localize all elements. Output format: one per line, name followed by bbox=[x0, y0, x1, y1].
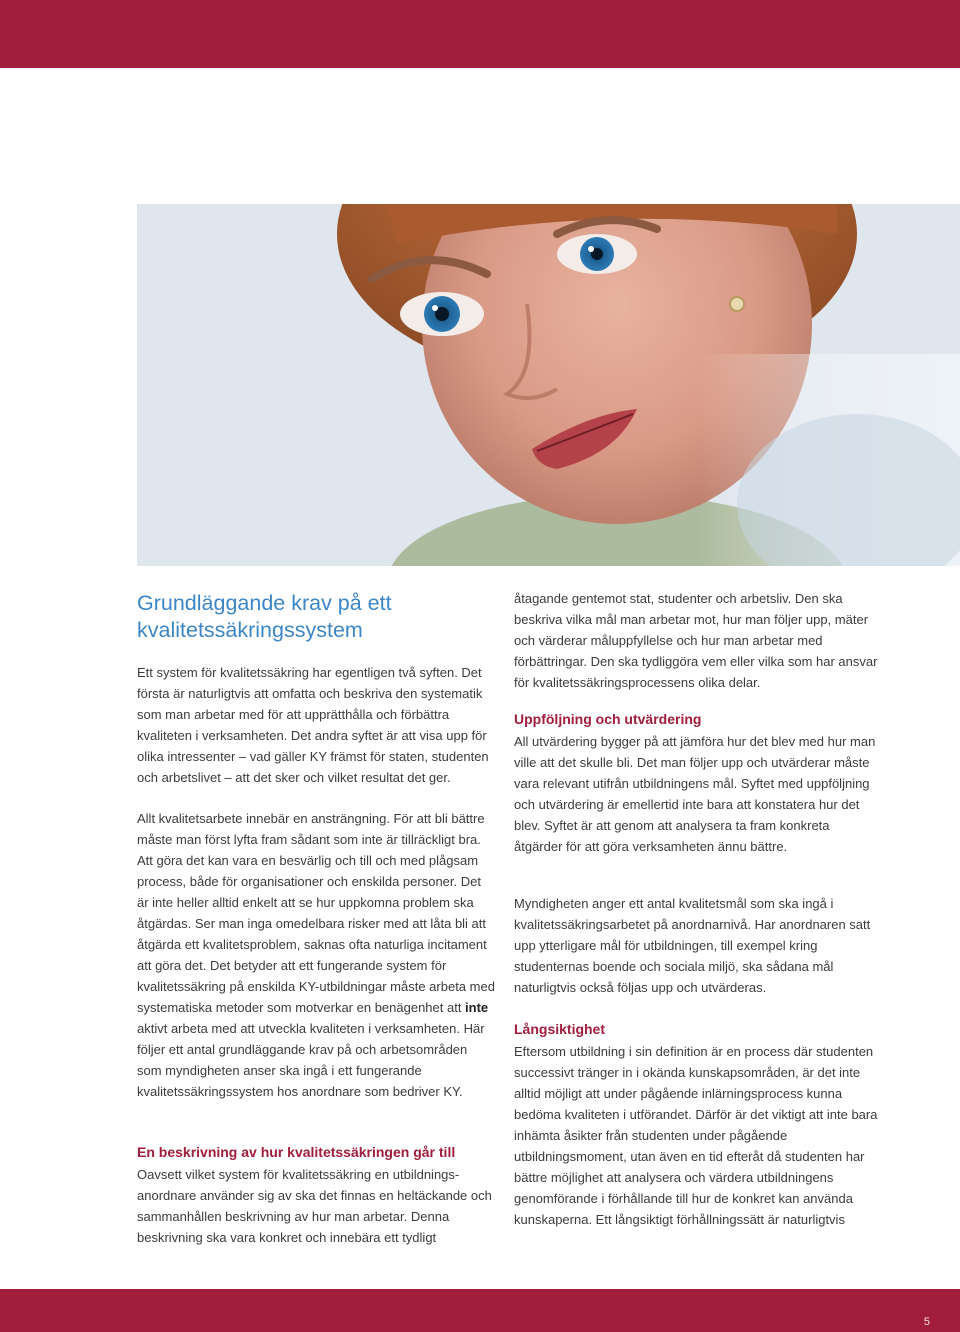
header-band bbox=[0, 0, 960, 68]
effort-text-bold: inte bbox=[465, 1000, 489, 1015]
section-heading-longterm: Långsiktighet bbox=[514, 1021, 606, 1037]
effort-text-a: Allt kvalitetsarbete innebär en ansträngning. För att bli bättre måste man först lyfta fram sådant som inte är tillräckligt bra. Att göra det kan vara en besvärlig och till och med plågsam process, både för organisationer och enskilda personer. Det är inte heller alltid enkelt att se hur uppkomna problem ska åtgärdas. Ser man inga omedelbara risker med att låta bli att åtgärda ett kvalitetsproblem, saknas ofta naturliga incitament att göra det. Det betyder att ett fungerande system för kvalitetssäkring på enskilda KY-utbildningar måste arbeta med systematiska metoder som motverkar en benägenhet att bbox=[137, 811, 495, 1015]
page-title: Grundläggande krav på ett kvalitetssäkringssystem bbox=[137, 591, 392, 642]
followup-paragraph: All utvärdering bygger på att jämföra hur det blev med hur man ville att det skulle bli. Det man följer upp och utvärderar måste vara relevant utifrån utbildningens mål. Syftet med uppföljning och utvärdering är emellertid inte bara att konstatera hur det blev. Syftet är att genom att analysera ta fram konkreta åtgärder för att göra verksamheten ännu bättre. bbox=[514, 734, 876, 854]
effort-text-b: aktivt arbeta med att utveckla kvaliteten i verksamheten. Här följer ett antal grundläggande krav på och arbetsområden som myndigheten anser ska ingå i ett fungerande kvalitetssäkringssystem hos anordnare som bedriver KY. bbox=[137, 1021, 485, 1099]
commitment-paragraph: åtagande gentemot stat, studenter och arbetsliv. Den ska beskriva vilka mål man arbetar mot, hur man följer upp, mäter och värderar måluppfyllelse och hur man arbetar med förbättringar. Den ska tydliggöra vem eller vilka som har ansvar för kvalitetssäkringsprocessens olika delar. bbox=[514, 591, 878, 690]
section-heading-followup: Uppföljning och utvärdering bbox=[514, 711, 702, 727]
portrait-photo bbox=[137, 204, 960, 566]
description-paragraph: Oavsett vilket system för kvalitetssäkring en utbildnings-anordnare använder sig av ska det finnas en heltäckande och sammanhållen beskrivning av hur man arbetar. Denna beskrivning ska vara konkret och innebära ett tydligt bbox=[137, 1167, 492, 1245]
portrait-illustration bbox=[137, 204, 960, 566]
effort-paragraph bbox=[137, 808, 495, 1102]
intro-paragraph: Ett system för kvalitetssäkring har egentligen två syften. Det första är naturligtvis att omfatta och beskriva den systematik som man arbetar med för att upprätthålla och förbättra kvaliteten i verksamheten. Det andra syftet är att visa upp för olika intressenter – vad gäller KY främst för staten, studenten och arbetslivet – att det sker och vilket resultat det ger. bbox=[137, 665, 489, 785]
footer-band bbox=[0, 1289, 960, 1332]
page-number: 5 bbox=[923, 1316, 930, 1328]
section-heading-description: En beskrivning av hur kvalitetssäkringen går till bbox=[137, 1144, 456, 1160]
goals-paragraph: Myndigheten anger ett antal kvalitetsmål som ska ingå i kvalitetssäkringsarbetet på anordnarnivå. Har anordnaren satt upp ytterligare mål för utbildningen, till exempel kring studenternas boende och sociala miljö, ska sådana mål naturligtvis också följas upp och utvärderas. bbox=[514, 896, 871, 995]
longterm-paragraph: Eftersom utbildning i sin definition är en process där studenten successivt tränger in i okända kunskapsområden, är det inte alltid möjligt att under pågående inlärningsprocess kunna bedöma kvaliteten i utförandet. Därför är det viktigt att inte bara inhämta åsikter från studenten under pågående utbildningsmoment, utan även en tid efteråt då studenten har bättre möjlighet att analysera och värdera utbildningens genomförande i förhållande till hur de konkret kan använda kunskaperna. Ett långsiktigt förhållningssätt är naturligtvis bbox=[514, 1044, 878, 1227]
